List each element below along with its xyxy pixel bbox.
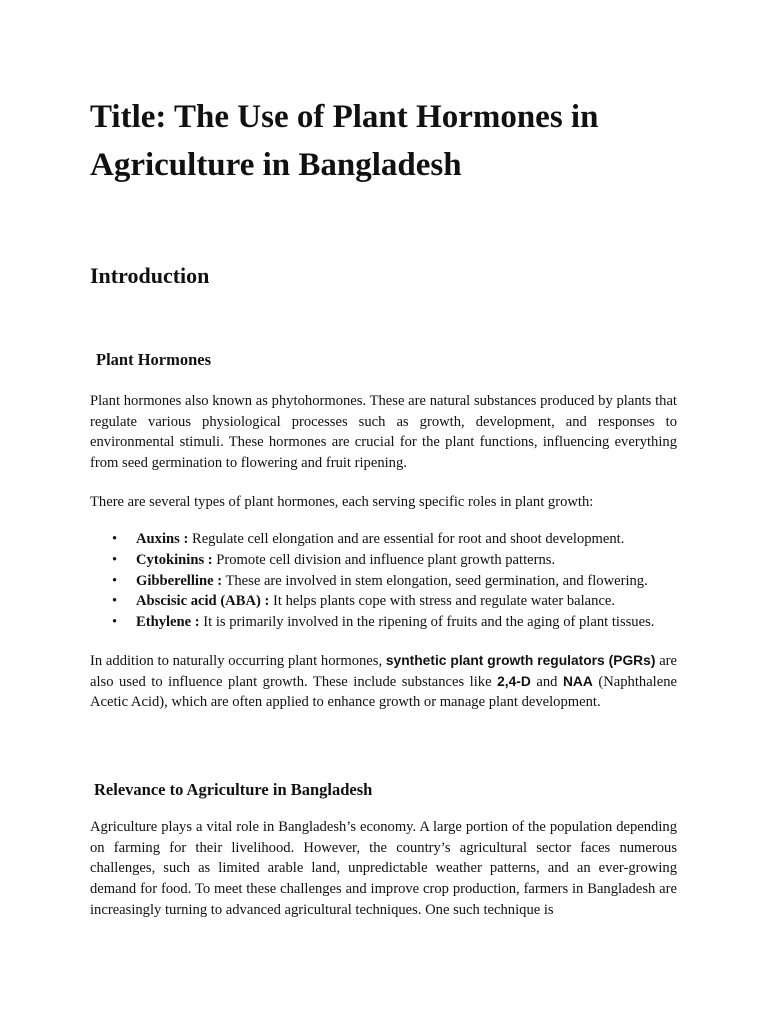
plant-hormones-heading: Plant Hormones (96, 350, 212, 369)
hormone-description: Regulate cell elongation and are essential for root and shoot development. (188, 531, 625, 547)
bold-term-pgrs: synthetic plant growth regulators (PGRs) (385, 653, 656, 668)
relevance-heading: Relevance to Agriculture in Bangladesh (94, 780, 373, 799)
text-run: and (530, 673, 563, 690)
hormone-description: Promote cell division and influence plant growth patterns. (212, 551, 556, 568)
paragraph-phytohormones: Plant hormones also known as phytohormones. These are natural substances produced by plants that regulate various physiological processes such as growth, development, and responses to environmental stimuli. These hormones are crucial for the plant functions, influencing everything from seed germination to flowering and fruit ripening. (90, 393, 677, 472)
hormone-term: Abscisic acid (ABA) : (136, 593, 270, 610)
hormone-description: It helps plants cope with stress and regulate water balance. (269, 593, 616, 610)
hormone-term: Auxins : (136, 531, 189, 547)
list-item (90, 612, 690, 633)
hormone-description: These are involved in stem elongation, seed germination, and flowering. (222, 572, 648, 589)
introduction-heading: Introduction (90, 263, 210, 288)
list-item (90, 529, 690, 550)
paragraph-types-intro: There are several types of plant hormones, each serving specific roles in plant growth: (90, 494, 594, 510)
text-run: In addition to naturally occurring plant hormones, (90, 653, 386, 669)
hormone-term: Cytokinins : (136, 551, 213, 568)
hormone-term: Ethylene : (136, 614, 200, 631)
bullet-icon: • (112, 572, 118, 589)
bold-term-naa: NAA (562, 673, 593, 689)
hormone-term: Gibberelline : (136, 572, 223, 589)
paragraph-agriculture-bangladesh: Agriculture plays a vital role in Bangladesh’s economy. A large portion of the population depending on farming for their livelihood. However, the country’s agricultural sector faces numerous challenges, such as limited arable land, unpredictable weather patterns, and an ever-growing demand for food. To meet these challenges and improve crop production, farmers in Bangladesh are increasingly turning to advanced agricultural techniques. One such technique is (90, 819, 677, 918)
bullet-icon: • (112, 593, 118, 610)
hormone-list (90, 529, 690, 633)
document-title: Title: The Use of Plant Hormones in Agriculture in Bangladesh (90, 99, 599, 183)
hormone-description: It is primarily involved in the ripening of fruits and the aging of plant tissues. (199, 614, 655, 631)
bullet-icon: • (112, 614, 118, 631)
bold-term-24d: 2,4-D (497, 673, 531, 689)
list-item (90, 571, 690, 592)
bullet-icon: • (112, 551, 118, 568)
paragraph-synthetic-pgrs (90, 651, 677, 713)
list-item (90, 550, 690, 571)
bullet-icon: • (112, 531, 118, 547)
list-item (90, 591, 690, 612)
text-run: (Naphthalene Acetic Acid), which are often applied to enhance growth or manage plant development. (90, 673, 677, 711)
text-run: are also used to influence plant growth. These include substances like (90, 653, 678, 690)
